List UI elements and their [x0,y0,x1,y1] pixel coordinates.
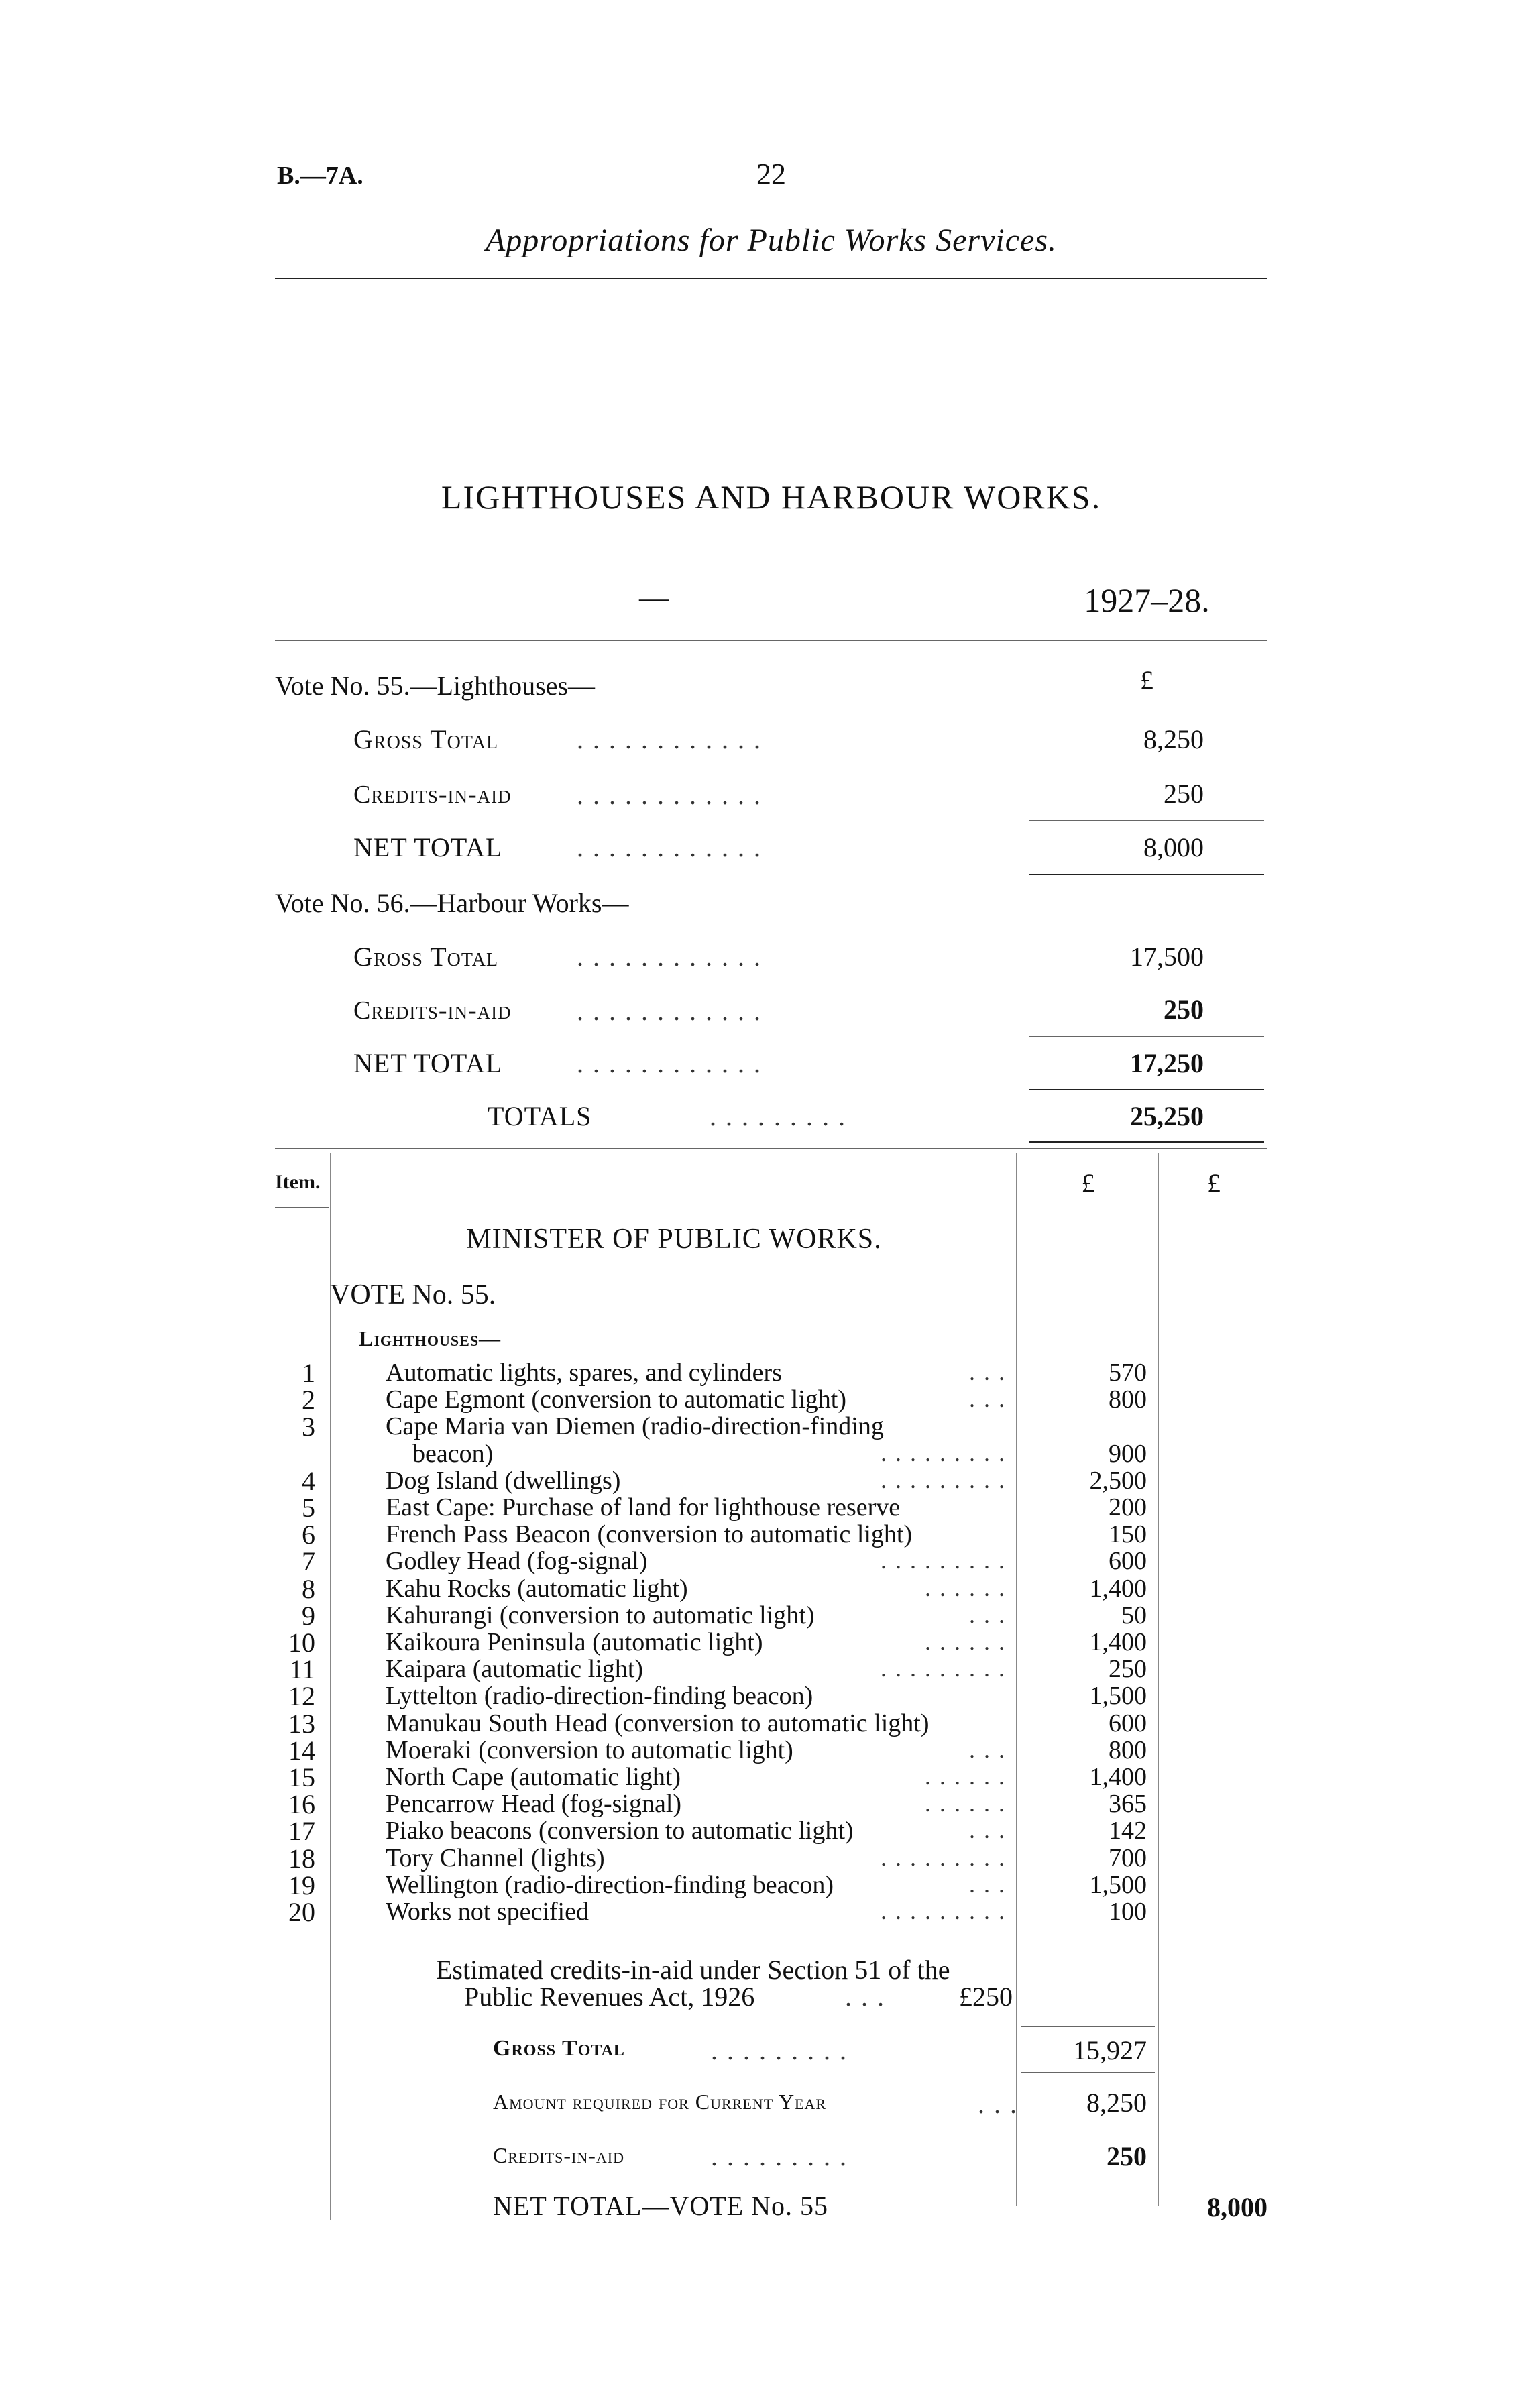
item-description: Kahu Rocks (automatic light) [386,1574,688,1603]
vote55-subtotal-rule [1029,820,1264,821]
item-leader-dots: . . . . . . [925,1790,1006,1817]
item-leader-dots: . . . . . . . . . [881,1467,1006,1493]
item-description: North Cape (automatic light) [386,1763,681,1791]
vote56-gross-amount: 17,500 [1130,941,1204,972]
item-column-header: Item. [275,1171,321,1193]
vote55-total-rule [1029,874,1264,875]
item-description: East Cape: Purchase of land for lighthouse reserve [386,1493,901,1522]
item-number: 13 [288,1709,315,1739]
grand-total-rule [1029,1141,1264,1143]
item-amount: 1,400 [1089,1628,1147,1656]
summary-header-year: 1927–28. [1084,581,1210,619]
item-number: 7 [302,1546,315,1576]
header-rule [275,278,1268,279]
totals-dots: . . . . . . . . . [710,1101,846,1131]
item-leader-dots: . . . [969,1871,1006,1898]
item-number: 19 [288,1870,315,1900]
item-number: 14 [288,1735,315,1766]
item-leader-dots: . . . . . . [925,1628,1006,1655]
net-total-vote-label: NET TOTAL—VOTE No. 55 [493,2191,828,2221]
totals-label: TOTALS [488,1101,592,1131]
gross-total-bottom-rule [1021,2072,1155,2073]
item-amount: 900 [1109,1440,1147,1468]
vote55-net-amount: 8,000 [1143,832,1204,862]
item-amount: 2,500 [1089,1467,1147,1495]
item-header-rule [275,1207,329,1208]
item-amount: 700 [1109,1844,1147,1872]
vote56-net-amount: 17,250 [1130,1048,1204,1078]
detail-gross-total-label: Gross Total [493,2036,625,2061]
item-leader-dots: . . . . . . . . . [881,1655,1006,1682]
item-description: Works not specified [386,1898,589,1926]
item-amount: 570 [1109,1359,1147,1387]
vote56-net-dots: . . . . . . . . . . . . [577,1048,762,1078]
item-leader-dots: . . . [969,1601,1006,1628]
vote55-net-label: NET TOTAL [353,832,503,862]
item-description: Kaipara (automatic light) [386,1655,644,1683]
summary-header-dash: — [639,581,669,614]
lighthouses-subheading: Lighthouses— [359,1326,502,1351]
detail-gross-total-amount: 15,927 [1073,2035,1147,2065]
item-number: 9 [302,1601,315,1631]
amount-required-dots: . . . [978,2089,1018,2119]
vote56-net-label: NET TOTAL [353,1048,503,1078]
vote56-credits-dots: . . . . . . . . . . . . [577,996,762,1026]
page-number: 22 [756,158,786,190]
item-description: Automatic lights, spares, and cylinders [386,1359,782,1387]
item-leader-dots: . . . . . . . . . [881,1440,1006,1467]
vote56-subtotal-rule [1029,1036,1264,1037]
vote55-label: Vote No. 55.—Lighthouses— [275,671,596,701]
amount-required-amount: 8,250 [1086,2087,1147,2118]
item-description: French Pass Beacon (conversion to automatic light) [386,1520,913,1548]
total-pound-sign: £ [1207,1168,1221,1198]
net-total-vote-amount: 8,000 [1207,2192,1268,2222]
item-amount: 600 [1109,1709,1147,1737]
item-number: 11 [289,1654,315,1684]
item-amount: 50 [1121,1601,1147,1629]
item-leader-dots: . . . . . . [925,1763,1006,1790]
item-amount: 1,500 [1089,1682,1147,1710]
detail-credits-amount: 250 [1107,2141,1147,2171]
item-description: Manukau South Head (conversion to automatic light) [386,1709,929,1737]
vote56-total-rule [1029,1089,1264,1090]
item-number: 4 [302,1466,315,1496]
grand-total-amount: 25,250 [1130,1101,1204,1131]
amount-column-divider [1016,1153,1017,2206]
summary-pound-sign: £ [1140,665,1153,695]
item-number: 3 [302,1412,315,1442]
vote56-credits-amount: 250 [1164,994,1204,1025]
item-number: 12 [288,1681,315,1711]
item-number: 10 [288,1627,315,1658]
detail-credits-label: Credits-in-aid [493,2143,624,2167]
item-amount: 100 [1109,1898,1147,1926]
item-amount: 142 [1109,1817,1147,1845]
item-number: 17 [288,1816,315,1846]
vote55-gross-amount: 8,250 [1143,724,1204,754]
vote55-credits-dots: . . . . . . . . . . . . [577,780,762,810]
total-column-divider [1158,1153,1159,2206]
item-amount: 1,400 [1089,1574,1147,1603]
item-number: 18 [288,1843,315,1874]
item-description: Tory Channel (lights) [386,1844,605,1872]
vote55-credits-label: Credits-in-aid [353,781,512,809]
item-leader-dots: . . . [969,1385,1006,1412]
item-number: 20 [288,1897,315,1927]
amount-required-label: Amount required for Current Year [493,2089,827,2114]
vote55-net-dots: . . . . . . . . . . . . [577,832,762,862]
item-number: 6 [302,1520,315,1550]
item-number: 5 [302,1493,315,1523]
vote56-credits-label: Credits-in-aid [353,996,512,1025]
item-description: Kahurangi (conversion to automatic light) [386,1601,815,1629]
item-amount: 800 [1109,1736,1147,1764]
vote55-credits-amount: 250 [1164,779,1204,809]
detail-top-rule [275,1148,1268,1149]
item-amount: 800 [1109,1385,1147,1414]
vote56-gross-label: Gross Total [353,941,499,972]
summary-header-rule [275,640,1268,641]
item-description: beacon) [412,1440,494,1468]
detail-credits-dots: . . . . . . . . . [711,2141,848,2171]
document-reference: B.—7A. [277,162,363,190]
page-subtitle: Appropriations for Public Works Services. [485,223,1058,258]
item-leader-dots: . . . . . . [925,1574,1006,1601]
vote56-gross-dots: . . . . . . . . . . . . [577,941,762,972]
item-amount: 600 [1109,1547,1147,1575]
item-amount: 365 [1109,1790,1147,1818]
detail-gross-total-dots: . . . . . . . . . [711,2035,848,2065]
item-number: 15 [288,1762,315,1792]
estimated-credits-dots: . . . [845,1982,885,2012]
item-leader-dots: . . . [969,1817,1006,1843]
item-description: Pencarrow Head (fog-signal) [386,1790,682,1818]
item-column-divider [330,1153,331,2220]
item-amount: 200 [1109,1493,1147,1522]
item-number: 2 [302,1385,315,1415]
estimated-credits-line2: Public Revenues Act, 1926 [464,1982,755,2012]
item-description: Wellington (radio-direction-finding beacon) [386,1871,834,1899]
item-leader-dots: . . . . . . . . . [881,1898,1006,1925]
item-number: 1 [302,1358,315,1388]
item-description: Piako beacons (conversion to automatic light) [386,1817,854,1845]
item-leader-dots: . . . . . . . . . [881,1547,1006,1574]
item-description: Lyttelton (radio-direction-finding beacon) [386,1682,813,1710]
item-description: Cape Maria van Diemen (radio-direction-finding [386,1412,884,1440]
item-leader-dots: . . . [969,1736,1006,1763]
gross-total-top-rule [1021,2026,1155,2027]
item-number: 8 [302,1574,315,1604]
amount-pound-sign: £ [1081,1168,1095,1198]
item-amount: 1,500 [1089,1871,1147,1899]
item-amount: 250 [1109,1655,1147,1683]
item-leader-dots: . . . . . . . . . [881,1844,1006,1871]
item-amount: 1,400 [1089,1763,1147,1791]
vote55-gross-label: Gross Total [353,724,499,754]
estimated-credits-line1: Estimated credits-in-aid under Section 51 of the [436,1955,950,1985]
item-leader-dots: . . . [969,1359,1006,1385]
item-description: Moeraki (conversion to automatic light) [386,1736,793,1764]
minister-heading: MINISTER OF PUBLIC WORKS. [466,1224,882,1255]
item-number: 16 [288,1789,315,1819]
item-description: Cape Egmont (conversion to automatic light) [386,1385,847,1414]
vote56-label: Vote No. 56.—Harbour Works— [275,888,629,918]
item-amount: 150 [1109,1520,1147,1548]
section-title: LIGHTHOUSES AND HARBOUR WORKS. [441,478,1102,516]
item-description: Kaikoura Peninsula (automatic light) [386,1628,763,1656]
vote-heading: VOTE No. 55. [330,1279,496,1310]
vote55-gross-dots: . . . . . . . . . . . . [577,724,762,754]
item-description: Godley Head (fog-signal) [386,1547,648,1575]
estimated-credits-amount: £250 [959,1982,1013,2012]
item-description: Dog Island (dwellings) [386,1467,621,1495]
